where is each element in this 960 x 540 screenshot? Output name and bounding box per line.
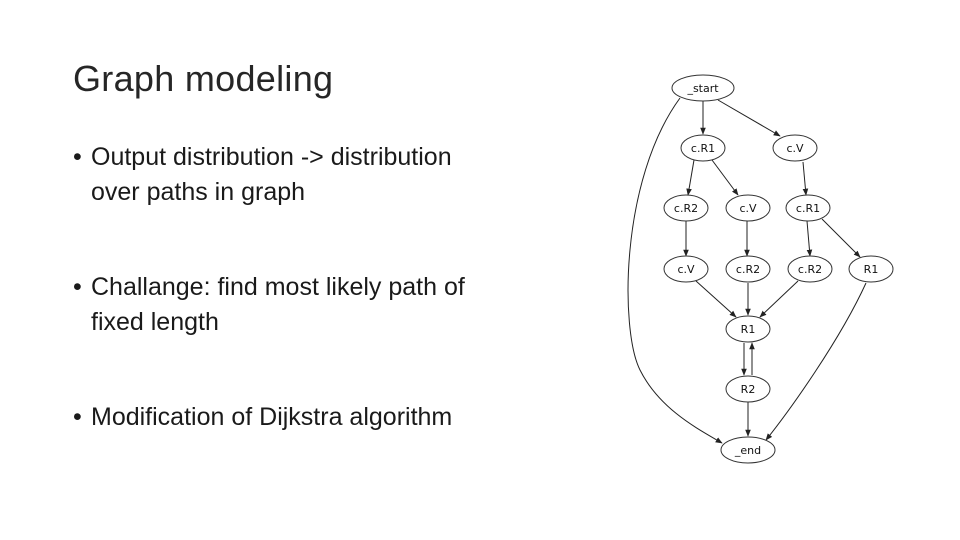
edge-cR1-cR2 [807, 221, 810, 256]
edge-cR2-R1 [760, 281, 798, 317]
bullet-text-line: Challange: find most likely path of [91, 273, 465, 301]
bullet-text-line: Modification of Dijkstra algorithm [91, 403, 453, 431]
edge-cR1-R1side [822, 219, 860, 257]
edge-cR1-cR2 [688, 160, 694, 195]
node-label: _end [734, 444, 762, 457]
node-label: R1 [740, 323, 756, 336]
path-graph-diagram [620, 60, 920, 480]
edge-R1side-end [766, 283, 866, 440]
node-label: _start [687, 82, 719, 95]
node-label: c.R1 [690, 142, 716, 155]
bullet-item [73, 400, 553, 435]
edge-cV-cR1 [803, 162, 806, 195]
node-label: c.R2 [797, 263, 823, 276]
bullet-item [73, 140, 553, 210]
node-label: c.R2 [673, 202, 699, 215]
edge-cV-R1 [696, 281, 736, 317]
node-label: c.R1 [795, 202, 821, 215]
node-label: c.V [739, 202, 757, 215]
node-label: c.V [677, 263, 695, 276]
node-label: c.V [786, 142, 804, 155]
graph-nodes [664, 75, 893, 463]
bullet-text-line: Output distribution -> distribution [91, 143, 452, 171]
node-label: R2 [740, 383, 756, 396]
node-label: c.R2 [735, 263, 761, 276]
slide-title: Graph modeling [73, 58, 334, 99]
bullet-item [73, 270, 553, 340]
bullet-text-line: over paths in graph [91, 178, 306, 206]
node-label: R1 [863, 263, 879, 276]
bullet-list [73, 140, 553, 435]
edge-cR1-cV [712, 160, 738, 195]
edge-start-cV [718, 100, 780, 136]
bullet-text-line: fixed length [91, 308, 219, 336]
